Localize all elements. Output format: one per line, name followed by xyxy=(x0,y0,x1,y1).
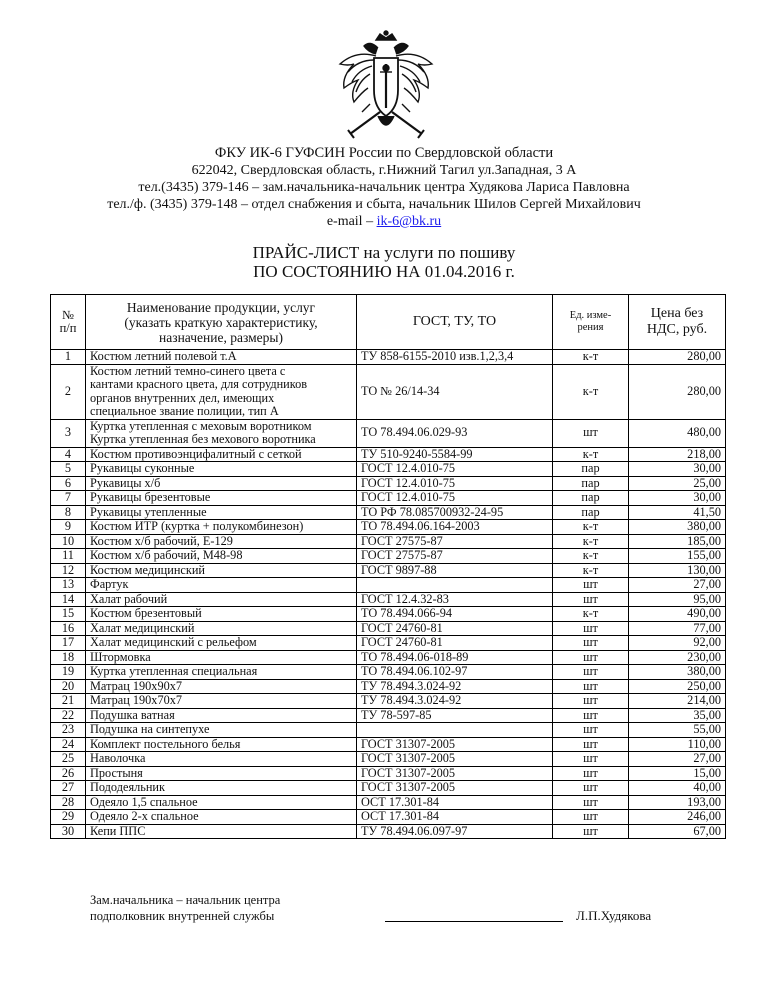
product-price: 41,50 xyxy=(629,505,726,520)
product-price: 110,00 xyxy=(629,737,726,752)
product-price: 380,00 xyxy=(629,520,726,535)
row-number: 14 xyxy=(51,592,86,607)
product-name xyxy=(86,578,357,593)
table-row xyxy=(51,694,726,709)
product-name-line: Одеяло 1,5 спальное xyxy=(90,794,198,809)
row-number: 20 xyxy=(51,679,86,694)
product-name xyxy=(86,621,357,636)
table-row xyxy=(51,592,726,607)
signer-position: Зам.начальника – начальник центра xyxy=(90,893,281,907)
product-name xyxy=(86,650,357,665)
product-name-line: Штормовка xyxy=(90,649,151,664)
row-number: 21 xyxy=(51,694,86,709)
product-price: 55,00 xyxy=(629,723,726,738)
product-price: 185,00 xyxy=(629,534,726,549)
product-price: 15,00 xyxy=(629,766,726,781)
row-number: 2 xyxy=(51,364,86,419)
table-row xyxy=(51,650,726,665)
product-price: 246,00 xyxy=(629,810,726,825)
product-name-line: Костюм летний полевой т.А xyxy=(90,349,237,363)
product-name-line: Матрац 190х70х7 xyxy=(90,693,183,707)
col-header-name: Наименование продукции, услуг (указать краткую характеристику, назначение, размеры) xyxy=(86,295,357,350)
table-row xyxy=(51,824,726,839)
product-name-line: Подушка ватная xyxy=(90,707,175,722)
product-name-line: Костюм х/б рабочий, М48-98 xyxy=(90,548,243,562)
product-name-line: Кепи ППС xyxy=(90,823,146,838)
table-row xyxy=(51,723,726,738)
table-row xyxy=(51,505,726,520)
table-row xyxy=(51,766,726,781)
product-name-line: Костюм брезентовый xyxy=(90,606,202,620)
table-row xyxy=(51,462,726,477)
product-unit: шт xyxy=(553,824,629,839)
price-table xyxy=(50,294,726,839)
product-name-line: Матрац 190х90х7 xyxy=(90,678,183,693)
product-standard: ГОСТ 27575-87 xyxy=(357,549,553,564)
product-name xyxy=(86,419,357,447)
email-link[interactable]: ik-6@bk.ru xyxy=(376,214,442,229)
product-name-line: Костюм противоэнцифалитный с сеткой xyxy=(90,446,302,461)
product-unit: к-т xyxy=(553,563,629,578)
row-number: 6 xyxy=(51,476,86,491)
row-number: 25 xyxy=(51,752,86,767)
signer-name: Л.П.Худякова xyxy=(576,908,652,923)
product-name-line: Куртка утепленная специальная xyxy=(90,664,258,678)
row-number: 19 xyxy=(51,665,86,680)
product-unit: шт xyxy=(553,419,629,447)
product-name xyxy=(86,795,357,810)
product-unit: пар xyxy=(553,491,629,506)
row-number: 18 xyxy=(51,650,86,665)
table-row xyxy=(51,350,726,365)
product-name-line: Одеяло 2-х спальное xyxy=(90,809,199,823)
product-price: 25,00 xyxy=(629,476,726,491)
product-name xyxy=(86,636,357,651)
product-name-line: Халат медицинский xyxy=(90,620,195,635)
row-number: 10 xyxy=(51,534,86,549)
table-row xyxy=(51,665,726,680)
product-standard: ГОСТ 12.4.010-75 xyxy=(357,462,553,477)
row-number: 7 xyxy=(51,491,86,506)
product-name-line: Простыня xyxy=(90,765,143,780)
product-price: 214,00 xyxy=(629,694,726,709)
product-unit: шт xyxy=(553,679,629,694)
product-price: 130,00 xyxy=(629,563,726,578)
product-name-line: Куртка утепленная без мехового воротника xyxy=(90,432,316,446)
row-number: 15 xyxy=(51,607,86,622)
product-standard: ОСТ 17.301-84 xyxy=(357,795,553,810)
product-name xyxy=(86,491,357,506)
product-name xyxy=(86,607,357,622)
product-unit: шт xyxy=(553,708,629,723)
product-name-line: Комплект постельного белья xyxy=(90,736,241,751)
product-name xyxy=(86,534,357,549)
product-standard: ТО РФ 78.085700932-24-95 xyxy=(357,505,553,520)
product-price: 77,00 xyxy=(629,621,726,636)
product-name-line: Рукавицы утепленные xyxy=(90,504,207,519)
table-row xyxy=(51,520,726,535)
product-standard: ГОСТ 31307-2005 xyxy=(357,752,553,767)
product-price: 480,00 xyxy=(629,419,726,447)
product-name-line: Рукавицы брезентовые xyxy=(90,490,211,504)
product-price: 280,00 xyxy=(629,364,726,419)
product-standard: ТУ 858-6155-2010 изв.1,2,3,4 xyxy=(357,350,553,365)
row-number: 22 xyxy=(51,708,86,723)
product-standard: ОСТ 17.301-84 xyxy=(357,810,553,825)
product-name-line: Наволочка xyxy=(90,751,146,765)
product-unit: шт xyxy=(553,578,629,593)
product-name xyxy=(86,766,357,781)
product-name-line: Фартук xyxy=(90,577,129,591)
row-number: 13 xyxy=(51,578,86,593)
product-standard xyxy=(357,578,553,593)
product-standard: ГОСТ 31307-2005 xyxy=(357,781,553,796)
product-unit: шт xyxy=(553,795,629,810)
contact-phone-supply: тел./ф. (3435) 379-148 – отдел снабжения и сбыта, начальник Шилов Сергей Михайлович xyxy=(107,197,641,212)
product-unit: шт xyxy=(553,636,629,651)
product-name xyxy=(86,752,357,767)
product-name xyxy=(86,592,357,607)
product-standard: ГОСТ 24760-81 xyxy=(357,636,553,651)
product-price: 67,00 xyxy=(629,824,726,839)
row-number: 23 xyxy=(51,723,86,738)
product-name xyxy=(86,462,357,477)
col-header-unit: Ед. изме- рения xyxy=(553,295,629,350)
product-name xyxy=(86,708,357,723)
table-row xyxy=(51,752,726,767)
product-standard: ГОСТ 9897-88 xyxy=(357,563,553,578)
row-number: 28 xyxy=(51,795,86,810)
product-name-line: Куртка утепленная с меховым воротником xyxy=(90,418,312,433)
product-unit: пар xyxy=(553,462,629,477)
row-number: 5 xyxy=(51,462,86,477)
product-name xyxy=(86,781,357,796)
product-name-line: кантами красного цвета, для сотрудников xyxy=(90,377,308,391)
product-name xyxy=(86,737,357,752)
product-price: 30,00 xyxy=(629,491,726,506)
product-name xyxy=(86,549,357,564)
product-name xyxy=(86,723,357,738)
product-name-line: Костюм летний темно-синего цвета с xyxy=(90,363,286,378)
product-unit: шт xyxy=(553,781,629,796)
product-name-line: Халат медицинский с рельефом xyxy=(90,635,257,649)
product-standard: ГОСТ 31307-2005 xyxy=(357,766,553,781)
row-number: 9 xyxy=(51,520,86,535)
email-label: e-mail – xyxy=(326,214,377,229)
product-price: 218,00 xyxy=(629,447,726,462)
row-number: 27 xyxy=(51,781,86,796)
table-row xyxy=(51,476,726,491)
table-row xyxy=(51,563,726,578)
product-name-line: Подушка на синтепухе xyxy=(90,722,210,736)
product-unit: шт xyxy=(553,592,629,607)
product-unit: к-т xyxy=(553,364,629,419)
product-name xyxy=(86,505,357,520)
fsin-emblem-icon xyxy=(334,30,438,150)
product-standard: ТО 78.494.06.164-2003 xyxy=(357,520,553,535)
table-row xyxy=(51,491,726,506)
product-standard: ТУ 510-9240-5584-99 xyxy=(357,447,553,462)
product-unit: к-т xyxy=(553,607,629,622)
row-number: 11 xyxy=(51,549,86,564)
table-row xyxy=(51,737,726,752)
product-name xyxy=(86,824,357,839)
product-standard: ТО 78.494.06-018-89 xyxy=(357,650,553,665)
row-number: 24 xyxy=(51,737,86,752)
product-unit: шт xyxy=(553,810,629,825)
product-unit: шт xyxy=(553,621,629,636)
row-number: 1 xyxy=(51,350,86,365)
table-row xyxy=(51,447,726,462)
product-name xyxy=(86,810,357,825)
product-price: 380,00 xyxy=(629,665,726,680)
table-row xyxy=(51,810,726,825)
organization-name: ФКУ ИК-6 ГУФСИН России по Свердловской области xyxy=(214,145,554,161)
product-unit: шт xyxy=(553,737,629,752)
product-price: 35,00 xyxy=(629,708,726,723)
product-price: 92,00 xyxy=(629,636,726,651)
product-name-line: Пододеяльник xyxy=(90,780,165,794)
product-name-line: Костюм ИТР (куртка + полукомбинезон) xyxy=(90,519,304,533)
product-unit: пар xyxy=(553,505,629,520)
table-row xyxy=(51,636,726,651)
col-header-price: Цена без НДС, руб. xyxy=(629,295,726,350)
product-standard: ТУ 78.494.3.024-92 xyxy=(357,679,553,694)
product-name xyxy=(86,694,357,709)
product-name-line: специальное звание полиции, тип А xyxy=(90,404,279,418)
row-number: 30 xyxy=(51,824,86,839)
table-header-row xyxy=(51,295,726,350)
table-row xyxy=(51,795,726,810)
product-standard: ГОСТ 12.4.010-75 xyxy=(357,491,553,506)
product-unit: шт xyxy=(553,694,629,709)
table-row xyxy=(51,549,726,564)
row-number: 3 xyxy=(51,419,86,447)
table-row xyxy=(51,578,726,593)
product-standard: ТО № 26/14-34 xyxy=(357,364,553,419)
table-row xyxy=(51,364,726,419)
price-list-title: ПРАЙС-ЛИСТ на услуги по пошиву xyxy=(252,243,516,262)
row-number: 8 xyxy=(51,505,86,520)
product-price: 40,00 xyxy=(629,781,726,796)
contact-phone-deputy: тел.(3435) 379-146 – зам.начальника-начальник центра Худякова Лариса Павловна xyxy=(138,180,630,195)
table-row xyxy=(51,607,726,622)
product-standard: ТУ 78.494.3.024-92 xyxy=(357,694,553,709)
product-name-line: Рукавицы х/б xyxy=(90,475,161,490)
product-standard: ГОСТ 27575-87 xyxy=(357,534,553,549)
product-price: 490,00 xyxy=(629,607,726,622)
row-number: 29 xyxy=(51,810,86,825)
product-price: 280,00 xyxy=(629,350,726,365)
product-unit: к-т xyxy=(553,549,629,564)
product-unit: шт xyxy=(553,723,629,738)
product-price: 155,00 xyxy=(629,549,726,564)
product-price: 230,00 xyxy=(629,650,726,665)
product-unit: к-т xyxy=(553,534,629,549)
table-row xyxy=(51,419,726,447)
product-standard: ТО 78.494.06.029-93 xyxy=(357,419,553,447)
table-row xyxy=(51,781,726,796)
product-price: 193,00 xyxy=(629,795,726,810)
product-name-line: органов внутренних дел, имеющих xyxy=(90,390,275,405)
signature-line xyxy=(385,921,563,922)
row-number: 16 xyxy=(51,621,86,636)
product-unit: шт xyxy=(553,650,629,665)
signer-rank: подполковник внутренней службы xyxy=(90,909,275,923)
table-row xyxy=(51,621,726,636)
product-unit: к-т xyxy=(553,520,629,535)
product-name xyxy=(86,665,357,680)
table-row xyxy=(51,534,726,549)
product-price: 95,00 xyxy=(629,592,726,607)
product-unit: шт xyxy=(553,752,629,767)
price-list-date: ПО СОСТОЯНИЮ НА 01.04.2016 г. xyxy=(253,262,515,281)
product-standard: ГОСТ 12.4.010-75 xyxy=(357,476,553,491)
product-standard: ТУ 78-597-85 xyxy=(357,708,553,723)
product-standard xyxy=(357,723,553,738)
col-header-gost: ГОСТ, ТУ, ТО xyxy=(357,295,553,350)
product-standard: ТО 78.494.066-94 xyxy=(357,607,553,622)
product-standard: ТО 78.494.06.102-97 xyxy=(357,665,553,680)
product-unit: шт xyxy=(553,766,629,781)
product-unit: к-т xyxy=(553,350,629,365)
product-name xyxy=(86,520,357,535)
product-name xyxy=(86,447,357,462)
product-unit: к-т xyxy=(553,447,629,462)
product-price: 30,00 xyxy=(629,462,726,477)
product-standard: ГОСТ 12.4.32-83 xyxy=(357,592,553,607)
product-unit: шт xyxy=(553,665,629,680)
product-name xyxy=(86,350,357,365)
product-unit: пар xyxy=(553,476,629,491)
product-name xyxy=(86,563,357,578)
product-name-line: Халат рабочий xyxy=(90,591,168,606)
product-name-line: Рукавицы суконные xyxy=(90,461,195,475)
product-price: 250,00 xyxy=(629,679,726,694)
table-row xyxy=(51,708,726,723)
row-number: 4 xyxy=(51,447,86,462)
row-number: 17 xyxy=(51,636,86,651)
row-number: 26 xyxy=(51,766,86,781)
contact-email-line xyxy=(0,214,768,230)
product-name xyxy=(86,364,357,419)
table-row xyxy=(51,679,726,694)
product-name xyxy=(86,679,357,694)
product-standard: ГОСТ 31307-2005 xyxy=(357,737,553,752)
product-price: 27,00 xyxy=(629,578,726,593)
organization-address: 622042, Свердловская область, г.Нижний Тагил ул.Западная, 3 А xyxy=(191,163,577,178)
product-price: 27,00 xyxy=(629,752,726,767)
product-standard: ТУ 78.494.06.097-97 xyxy=(357,824,553,839)
row-number: 12 xyxy=(51,563,86,578)
product-standard: ГОСТ 24760-81 xyxy=(357,621,553,636)
col-header-num: № п/п xyxy=(51,295,86,350)
product-name-line: Костюм х/б рабочий, Е-129 xyxy=(90,533,233,548)
product-name xyxy=(86,476,357,491)
product-name-line: Костюм медицинский xyxy=(90,562,206,577)
